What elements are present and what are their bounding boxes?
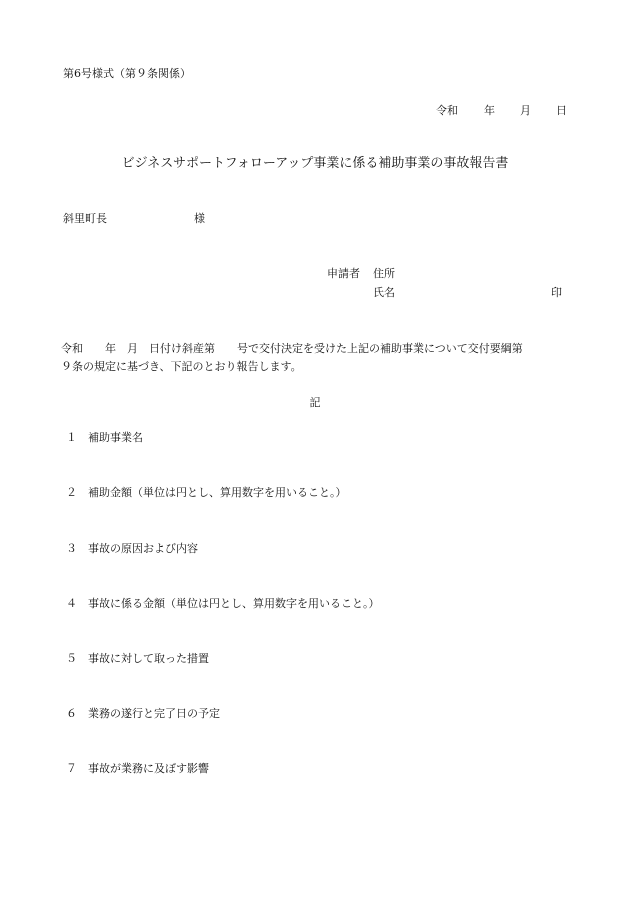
addressee-honorific: 様	[194, 212, 205, 225]
item-number: １	[66, 431, 77, 444]
addressee-name: 斜里町長	[63, 212, 107, 225]
item-number: ２	[66, 486, 77, 499]
address-label: 住所	[373, 267, 395, 280]
item-text: 業務の遂行と完了日の予定	[88, 707, 220, 720]
item-text: 補助金額（単位は円とし、算用数字を用いること。）	[88, 486, 347, 499]
item-text: 事故に係る金額（単位は円とし、算用数字を用いること。）	[88, 597, 380, 610]
item-text: 事故が業務に及ぼす影響	[88, 762, 209, 775]
item-number: ７	[66, 762, 77, 775]
seal-mark: 印	[551, 286, 562, 299]
date-year: 年	[484, 104, 495, 117]
item-number: ３	[66, 542, 77, 555]
form-number: 第6号様式（第９条関係）	[63, 67, 191, 80]
date-era: 令和	[436, 104, 458, 117]
body-line-1: 令和 年 月 日付け斜産第 号で交付決定を受けた上記の補助事業について交付要綱第	[61, 342, 523, 355]
body-line-2: ９条の規定に基づき、下記のとおり報告します。	[61, 360, 302, 373]
item-text: 事故に対して取った措置	[88, 652, 209, 665]
item-number: ６	[66, 707, 77, 720]
item-text: 事故の原因および内容	[88, 542, 198, 555]
name-label: 氏名	[373, 286, 395, 299]
item-text: 補助事業名	[88, 431, 143, 444]
item-number: ４	[66, 597, 77, 610]
item-number: ５	[66, 652, 77, 665]
date-day: 日	[556, 104, 567, 117]
applicant-label: 申請者	[327, 267, 360, 280]
date-month: 月	[520, 104, 531, 117]
ki-heading: 記	[309, 396, 321, 409]
report-body	[61, 340, 579, 376]
document-title: ビジネスサポートフォローアップ事業に係る補助事業の事故報告書	[121, 156, 509, 171]
